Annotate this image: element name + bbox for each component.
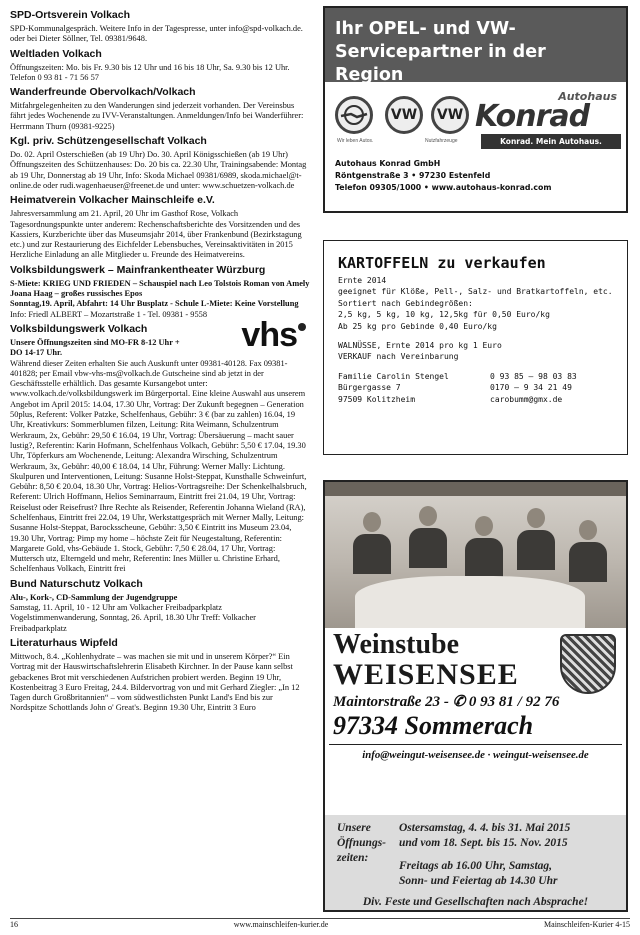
ad-autohaus-konrad — [323, 6, 628, 213]
section-heimatverein — [10, 194, 310, 260]
section-theater — [10, 264, 310, 320]
section-wanderfreunde — [10, 86, 310, 132]
section-text: SPD-Kommunalgespräch. Weitere Info in der Tagespresse, unter info@spd-volkach.de. oder bei Dieter Söllner, Tel. 09381/9648. — [10, 24, 303, 44]
ad-line: VERKAUF nach Vereinbarung — [338, 352, 459, 362]
section-spd — [10, 9, 310, 45]
section-title: Heimatverein Volkacher Mainschleife e.V. — [10, 194, 215, 207]
coat-of-arms-icon — [560, 634, 616, 694]
konrad-logo — [475, 90, 621, 148]
ad-logos — [325, 82, 626, 154]
hours-text: Ostersamstag, 4. 4. bis 31. Mai 2015 und vom 18. Sept. bis 15. Nov. 2015 Freitags ab 16.00 Uhr, Samstag, Sonn- und Feiertag ab 14.30 Uhr — [399, 822, 571, 887]
group-photo — [325, 482, 626, 628]
section-title: Volksbildungswerk – Mainfrankentheater Würzburg — [10, 263, 266, 276]
left-column — [10, 6, 310, 911]
logo-caption: Wir leben Autos. — [337, 138, 374, 144]
contact-row: Bürgergasse 7 0170 – 9 34 21 49 — [338, 383, 572, 393]
autohaus-label: Autohaus — [558, 90, 617, 103]
section-title: Weltladen Volkach — [10, 47, 102, 60]
vhs-hours: Unsere Öffnungszeiten sind MO-FR 8-12 Uhr + DO 14-17 Uhr. — [10, 337, 180, 358]
section-text: Do. 02. April Osterschießen (ab 19 Uhr) Do. 30. April Königsschießen (ab 19 Uhr) Öffnungszeiten des Schützenhauses: Do. 20 bis ca. 22.30 Uhr, Trainingsabende: Montag ab 19 Uhr, Donnerstag ab 19 Uhr, Info: Skoda Michael 09381/6989, skoda.michael@t-online.de oder rudi.wagenhaeuser@freenet.de und unter: www.schuetzen-volkach.de — [10, 150, 307, 190]
ad-line: Ernte 2014 — [338, 276, 387, 285]
opel-logo-icon — [335, 96, 373, 134]
section-schuetzen — [10, 135, 310, 191]
weinstube-name: WEISENSEE — [333, 658, 519, 691]
weinstube-city: 97334 Sommerach — [333, 711, 534, 740]
section-text: Samstag, 11. April, 10 - 12 Uhr am Volkacher Freibadparkplatz Vogelstimmenwanderung, Sonntag, 26. April, 18.30 Uhr Treff: Volkacher Freibadparkplatz — [10, 603, 256, 633]
section-text: Während dieser Zeiten erhalten Sie auch Auskunft unter 09381-40128. Fax 09381-401828; per Email vbw-vhs-ms@volkach.de Gutscheine sind ab jetzt in der Geschäftsstelle erhältlich. Das gesamte Kursangebot unter: www.volkach.de/volksbildungswerk im Bürgerportal. Eine kleine Auswahl aus unserem Angebot im April 2015: 14.04, 17.30 Uhr, Vortrag: Der Zukunft begegnen – Generation 50plus, Referent: Volker Patzke, Schelfenhaus, Gebühr: 3 € (bar zu zahlen) 16.04, 19 Uhr, Kreativkurs: Sommerblumen filzen, Leitung: Rita Weimann, Schulzentrum Werkraum, 2x, Gebühr: 29,50 € 16.04, 19 Uhr, Vortrag: Übersäuerung – macht sauer lustig?, Referentin: Karin Hofmann, Schelfenhaus Volkach, Gebühr: 5,50 € 17.04, 19.30 Uhr, Töpferkurs am Wochenende, Leitung: Alexandra Wirsching, Schulzentrum Werkraum, 3x, Gebühr: 40,00 € 18.04, 14 Uhr, Führung: Werner Mally: Lichtung. Skulpuren und Interventionen, Leitung: Susanne Holst-Steppat, Kunsthalle Schweinfurt, Gebühr: 8,50 € 20.04, 18.30 Uhr, Vortrag: Helios-Vortragsreihe: Der Schenkelhalsbruch, Referent: Ulrich Hoffmann, Helios Seminarraum, Eintritt frei 21.04, 19 Uhr, Vortrag: Reiselust oder Reisefrust? Ihre Rechte als Reisender, Referentin Johanna Wieland (RA), Schelfenhaus, Eintritt frei 22.04, 19 Uhr, Werkstattgespräch mit Werner Mally, Leitung: Susanne Holst-Steppat, Barocksscheune, Gebühr: 3,50 € Eintritt ins Museum 23.04, 19.30 Uhr, Vortrag: Pimp my home – höchste Zeit für Neugestaltung, Referentin: Margarete Gold, vhs-Gebäude 1. Stock, Gebühr: 7,50 € 28.04, 17 Uhr, Vortrag: Muttersch utz, Elterngeld und mehr, Referentin: Ines Müller u. Christine Erhard, Schelfenhaus Volkach, Eintritt frei — [10, 358, 307, 574]
hours-label: Unsere Öffnungs- zeiten: — [337, 822, 386, 864]
ad-weinstube-hours — [323, 815, 628, 912]
ad-line: Sortiert nach Gebindegrößen: — [338, 298, 473, 308]
section-weltladen — [10, 48, 310, 84]
contact-row: 97509 Kolitzheim carobumm@gmx.de — [338, 394, 563, 404]
section-title: Wanderfreunde Obervolkach/Volkach — [10, 86, 196, 99]
logo-caption: Nutzfahrzeuge — [425, 138, 458, 144]
section-text: Alu-, Kork-, CD-Sammlung der Jugendgruppe — [10, 592, 178, 602]
section-title: Kgl. priv. Schützengesellschaft Volkach — [10, 135, 207, 148]
page-number: 16 — [10, 920, 18, 929]
weinstube-address: Maintorstraße 23 - ✆ 0 93 81 / 92 76 — [333, 694, 560, 710]
footer-url: www.mainschleifen-kurier.de — [233, 920, 329, 929]
section-naturschutz — [10, 578, 310, 634]
page-footer — [10, 918, 630, 932]
section-text: Jahresversammlung am 21. April, 20 Uhr im Gasthof Rose, Volkach Tagesordnungspunkte unter anderem: Rechenschaftsberichte des Vorsitzenden und des Kassiers, Kurzberichte über das Museumsjahr 2014, über Frankenbund (Bezirkstagung etc.) und zur Restaurierung des Eichfelder Lebensbuches, Vereinsaktivitäten in 2015 Herzliche Einladung an alle Mitglieder u. Freunde des Heimatvereins. — [10, 209, 302, 260]
section-text: Mittwoch, 8.4. „Kohlenhydrate – was machen sie mit und in unserem Körper?“ Ein Vortrag mit der Hauswirtschaftslehrerin Elisabeth Kirchner. In der Pause kann selbst gebackenes Brot mit verschiedenen Aufstrichen probiert werden. Beginn 19 Uhr, Kostenbeitrag 3 Euro Freitag, 24.4. Bildervortrag von und mit Gerhard Ziegler: „In 12 Tagen durch Großbritannien“ – vom südwestlichsten Punkt Land's End bis zur Nordspitze Schottlands John o' Great's. Beginn 19.30 Uhr, Eintritt 3 Euro — [10, 651, 300, 713]
ad-headline: Ihr OPEL- und VW- Servicepartner in der Region — [325, 8, 626, 82]
konrad-slogan: Konrad. Mein Autohaus. — [481, 134, 621, 149]
address-line: Telefon 09305/1000 • www.autohaus-konrad.com — [335, 183, 552, 192]
section-text: Öffnungszeiten: Mo. bis Fr. 9.30 bis 12 Uhr und 16 bis 18 Uhr, Sa. 9.30 bis 12 Uhr. Telefon 0 93 81 - 71 56 57 — [10, 62, 290, 82]
section-literaturhaus — [10, 637, 310, 714]
section-text: S-Miete: KRIEG UND FRIEDEN – Schauspiel nach Leo Tolstois Roman von Amely Joana Haag – großes russisches Epos — [10, 278, 310, 299]
address-line: Röntgenstraße 3 • 97230 Estenfeld — [335, 171, 491, 180]
weinstube-footer: Div. Feste und Gesellschaften nach Absprache! — [362, 896, 589, 908]
vw-logo-icon: VW — [431, 96, 469, 134]
issue-label: Mainschleifen-Kurier 4-15 — [544, 920, 630, 929]
section-title: Literaturhaus Wipfeld — [10, 636, 118, 649]
ad-line: geeignet für Klöße, Pell-, Salz- und Bratkartoffeln, etc. — [338, 287, 613, 297]
ad-title: KARTOFFELN zu verkaufen — [338, 254, 546, 272]
section-text: Mitfahrgelegenheiten zu den Wanderungen sind jederzeit vorhanden. Der Vereinsbus fährt jedes Wochenende zu IVV-Veranstaltungen. Anmeldungen/Info bei Wanderführer: Herrmann Thurn (09381-9225) — [10, 101, 304, 131]
address-line: Autohaus Konrad GmbH — [335, 159, 441, 168]
weinstube-line: Weinstube — [333, 629, 460, 660]
ad-kartoffeln — [323, 240, 628, 455]
section-title: Bund Naturschutz Volkach — [10, 577, 143, 590]
ad-line: 2,5 kg, 5 kg, 10 kg, 12,5kg für 0,50 Euro/kg — [338, 310, 550, 320]
contact-row: Familie Carolin Stengel 0 93 85 – 98 03 83 — [338, 371, 577, 381]
vhs-logo: vhs — [241, 320, 306, 350]
ad-line: Ab 25 kg pro Gebinde 0,40 Euro/kg — [338, 321, 497, 331]
ad-line: WALNÜSSE, Ernte 2014 pro kg 1 Euro — [338, 341, 502, 351]
section-text: Sonntag,19. April, Abfahrt: 14 Uhr Busplatz - Schule L-Miete: Keine Vorstellung — [10, 299, 299, 309]
ad-weinstube-weisensee — [323, 480, 628, 817]
ad-address — [325, 154, 626, 198]
section-title: SPD-Ortsverein Volkach — [10, 9, 131, 21]
weinstube-web: info@weingut-weisensee.de · weingut-weisensee.de — [329, 744, 622, 763]
section-title: Volksbildungswerk Volkach — [10, 322, 148, 335]
vw-logo-icon: VW — [385, 96, 423, 134]
section-text: Info: Friedl ALBERT – Mozartstraße 1 - Tel. 09381 - 9558 — [10, 309, 208, 319]
section-vhs — [10, 315, 310, 575]
konrad-wordmark: Konrad — [475, 99, 590, 134]
